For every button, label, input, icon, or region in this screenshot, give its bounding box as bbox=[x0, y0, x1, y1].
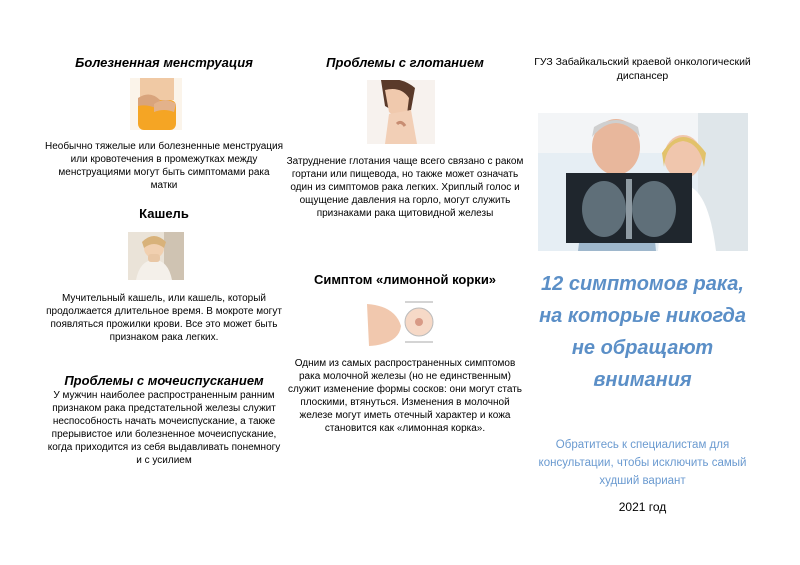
left-column bbox=[44, 0, 284, 565]
middle-column bbox=[285, 0, 525, 565]
lemon-heading: Симптом «лимонной корки» bbox=[313, 272, 497, 287]
urination-heading: Проблемы с мочеиспусканием bbox=[64, 373, 264, 388]
menstruation-text: Необычно тяжелые или болезненные менструация или кровотечения в промежутках между менструациями могут быть симптомами рака матки bbox=[44, 141, 284, 191]
cough-photo bbox=[128, 232, 184, 280]
swallowing-heading: Проблемы с глотанием bbox=[326, 55, 484, 70]
cough-heading: Кашель bbox=[139, 206, 189, 221]
brochure-title: 12 симптомов рака, на которые никогда не обращают внимания bbox=[539, 273, 746, 391]
organization-name: ГУЗ Забайкальский краевой онкологический диспансер bbox=[534, 56, 751, 82]
right-column bbox=[530, 0, 755, 565]
swallowing-text: Затруднение глотания чаще всего связано с раком гортани или пищевода, но также может означать один из симптомов рака легких. Хриплый голос и ощущение давления на горло, могут служить признаками рака щитовидной железы bbox=[286, 156, 524, 219]
cough-text: Мучительный кашель, или кашель, который продолжается длительное время. В мокроте могут появляться прожилки крови. Все это может быть признаком рака легких. bbox=[46, 293, 282, 343]
breast-diagram bbox=[365, 296, 435, 348]
urination-text: У мужчин наиболее распространенным ранним признаком рака предстательной железы служит неспособность начать мочеиспускание, а также прерывистое или болезненное мочеиспускание, когда приходится из себя выдавливать понемногу и с усилием bbox=[47, 390, 281, 466]
menstruation-heading: Болезненная менструация bbox=[75, 55, 253, 70]
year-label: 2021 год bbox=[618, 500, 667, 514]
menstruation-photo bbox=[130, 78, 182, 130]
lemon-text: Одним из самых распространенных симптомов рака молочной железы (но не единственным) служит изменение формы сосков: они могут стать плоскими, втянуться. Изменения в молочной железе могут иметь отечный характер и кожа становится как «лимонная корка». bbox=[288, 358, 522, 434]
consultation-note: Обратитесь к специалистам для консультации, чтобы исключить самый худший вариант bbox=[538, 439, 747, 487]
swallowing-photo bbox=[367, 80, 435, 144]
doctors-xray-photo bbox=[538, 113, 748, 251]
